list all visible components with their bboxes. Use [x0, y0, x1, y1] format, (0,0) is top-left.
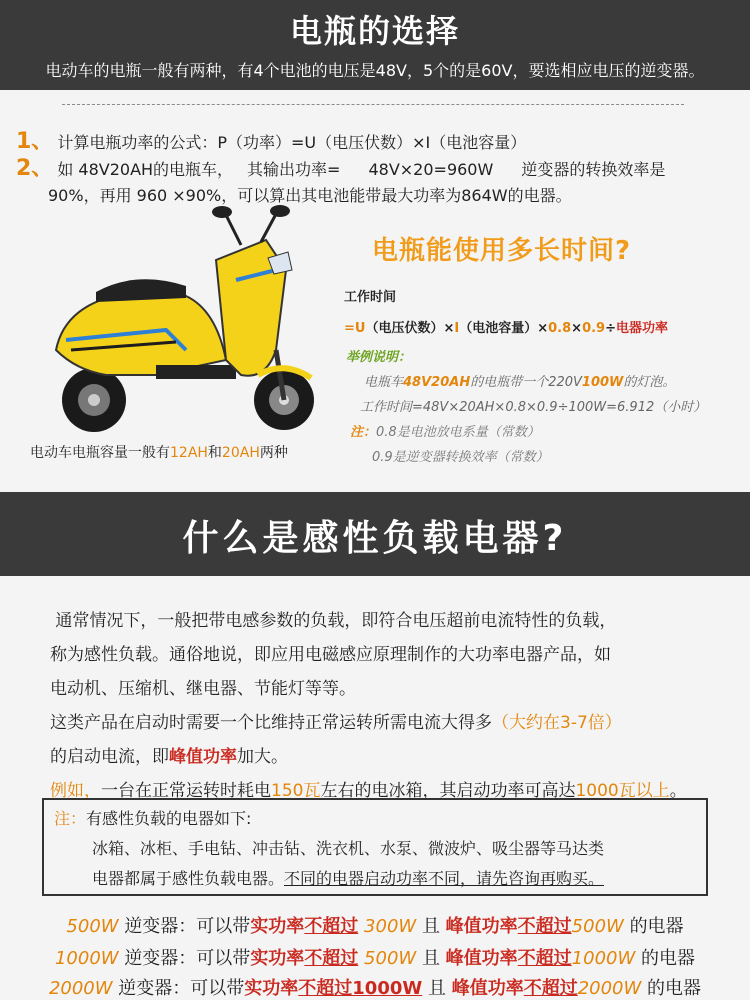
not-exceed-term: 不超过1000W — [298, 978, 423, 999]
step-number-2: 2、 — [16, 156, 54, 181]
inverter-can-carry: 逆变器：可以带 — [118, 978, 245, 999]
example-watt: 100W — [581, 375, 624, 390]
usage-note-label: 注： — [350, 425, 377, 440]
formula-times: × — [571, 321, 583, 336]
formula-load: 电器功率 — [616, 321, 669, 336]
usage-note-1 — [350, 421, 744, 440]
formula-part-1: （电压伏数）× — [365, 321, 455, 336]
inverter-can-carry: 逆变器：可以带 — [124, 916, 251, 937]
power-example-line3: 90%，再用 960 ×90%，可以算出其电池能带最大功率为864W的电器。 — [48, 186, 572, 205]
power-formula-text: 计算电瓶功率的公式：P（功率）=U（电压伏数）×I（电池容量） — [57, 133, 527, 152]
peak-power-term: 峰值功率 — [169, 747, 237, 767]
peak-power-term: 峰值功率 — [451, 978, 524, 999]
not-exceed-term: 不超过 — [517, 916, 572, 937]
inductive-line-5 — [50, 740, 710, 774]
inductive-line-6-d: 左右的电冰箱，其启动功率可高达 — [320, 781, 576, 801]
caption-capacity-12ah: 12AH — [170, 445, 208, 461]
note-advice-b: 不同的电器启动功率不同，请先咨询再购买。 — [284, 869, 605, 888]
usage-formula-block — [344, 286, 744, 465]
power-example-c: 48V×20=960W — [368, 160, 494, 179]
note-advice — [92, 864, 696, 894]
usage-label: 工作时间 — [344, 290, 397, 305]
power-formula-line — [16, 124, 526, 155]
step-number-1: 1、 — [16, 129, 54, 154]
appliance-suffix: 的电器 — [647, 978, 702, 999]
inductive-line-2: 称为感性负载。通俗地说，即应用电磁感应原理制作的大功率电器产品，如 — [50, 645, 611, 665]
not-exceed-term: 不超过 — [304, 948, 359, 969]
inductive-line-5-a: 的启动电流，即 — [50, 747, 169, 767]
real-power-limit: 300W — [364, 916, 417, 937]
inverter-can-carry: 逆变器：可以带 — [124, 948, 251, 969]
example-label: 例如， — [50, 781, 101, 801]
power-example-d: 逆变器的转换效率是 — [521, 160, 666, 179]
usage-note-1-text: 0.8是电池放电系量（常数） — [376, 425, 540, 440]
header-banner — [0, 0, 750, 90]
inverter-row — [0, 944, 750, 970]
real-power-term: 实功率 — [244, 978, 299, 999]
section-title-inductive: 什么是感性负载电器? — [182, 518, 568, 559]
inverter-model: 1000W — [54, 948, 119, 969]
peak-power-limit: 1000W — [571, 948, 636, 969]
caption-and: 和 — [207, 445, 222, 461]
formula-eq: = — [344, 321, 355, 336]
note-head — [54, 804, 696, 834]
appliance-suffix: 的电器 — [641, 948, 696, 969]
and-term: 且 — [421, 948, 440, 969]
example-line-2: 工作时间=48V×20AH×0.8×0.9÷100W=6.912（小时） — [360, 400, 707, 415]
inductive-line-3: 电动机、压缩机、继电器、节能灯等等。 — [50, 679, 356, 699]
note-appliance-list: 冰箱、冰柜、手电钻、冲击钻、洗衣机、水泵、微波炉、吸尘器等马达类 — [92, 839, 605, 858]
real-power-limit: 500W — [364, 948, 417, 969]
caption-capacity-20ah: 20AH — [221, 445, 260, 461]
appliance-suffix: 的电器 — [629, 916, 684, 937]
formula-i: I — [454, 321, 460, 336]
formula-08: 0.8 — [548, 321, 572, 336]
power-example-a: 如 48V20AH的电瓶车， — [57, 160, 234, 179]
fridge-running-watt: 150瓦 — [271, 781, 321, 801]
inductive-line-6-f: 。 — [669, 781, 687, 801]
not-exceed-term: 不超过 — [517, 948, 572, 969]
peak-power-term: 峰值功率 — [445, 948, 518, 969]
usage-note-2: 0.9是逆变器转换效率（常数） — [372, 450, 549, 465]
usage-formula — [344, 317, 744, 336]
inductive-line-1 — [50, 604, 710, 638]
inductive-line-4 — [50, 706, 710, 740]
caption-suffix: 两种 — [259, 445, 288, 461]
inverter-model: 500W — [66, 916, 119, 937]
and-term: 且 — [421, 916, 440, 937]
example-battery: 48V20AH — [403, 375, 471, 390]
peak-power-term: 峰值功率 — [445, 916, 518, 937]
formula-divide: ÷ — [605, 321, 616, 336]
electric-scooter-image — [36, 200, 336, 440]
real-power-term: 实功率 — [250, 948, 305, 969]
inverter-row — [0, 912, 750, 938]
inverter-model: 2000W — [48, 978, 113, 999]
example-mid: 的电瓶带一个220V — [470, 375, 582, 390]
not-exceed-term: 不超过 — [304, 916, 359, 937]
power-example-b: 其输出功率= — [247, 160, 341, 179]
example-post: 的灯泡。 — [623, 375, 676, 390]
inverter-row — [0, 974, 750, 1000]
real-power-term: 实功率 — [250, 916, 305, 937]
inductive-line-4-a: 这类产品在启动时需要一个比维持正常运转所需电流大得多 — [50, 713, 492, 733]
example-line-1 — [364, 371, 744, 390]
note-head-text: 有感性负载的电器如下: — [86, 809, 252, 828]
section-title-battery: 电瓶的选择 — [289, 12, 460, 50]
caption-text: 电动车电瓶容量一般有 — [30, 445, 170, 461]
note-advice-a: 电器都属于感性负载电器。 — [92, 869, 285, 888]
example-title: 举例说明： — [346, 350, 412, 365]
inductive-line-1-text: 通常情况下，一般把带电感参数的负载，即符合电压超前电流特性的负载， — [55, 611, 617, 631]
not-exceed-term: 不超过 — [523, 978, 578, 999]
and-term: 且 — [427, 978, 446, 999]
peak-power-limit: 500W — [571, 916, 624, 937]
inductive-multiplier: （大约在3-7倍） — [492, 713, 622, 733]
note-label: 注： — [54, 809, 87, 828]
fridge-startup-watt: 1000瓦以上 — [575, 781, 670, 801]
inductive-line-5-c: 加大。 — [237, 747, 288, 767]
example-pre: 电瓶车 — [364, 375, 404, 390]
formula-u: U — [354, 321, 366, 336]
dashed-divider — [62, 104, 684, 105]
inductive-appliance-note — [42, 798, 708, 896]
usage-title: 电瓶能使用多长时间? — [372, 236, 632, 266]
section-subtitle-battery: 电动车的电瓶一般有两种，有4个电池的电压是48V，5个的是60V，要选相应电压的逆变器。 — [45, 61, 705, 80]
peak-power-limit: 2000W — [577, 978, 642, 999]
section-banner-inductive — [0, 492, 750, 576]
formula-part-2: （电池容量）× — [459, 321, 549, 336]
inductive-line-6-b: 一台在正常运转时耗电 — [101, 781, 271, 801]
scooter-caption — [30, 442, 288, 462]
formula-09: 0.9 — [582, 321, 606, 336]
inductive-description — [50, 604, 710, 808]
